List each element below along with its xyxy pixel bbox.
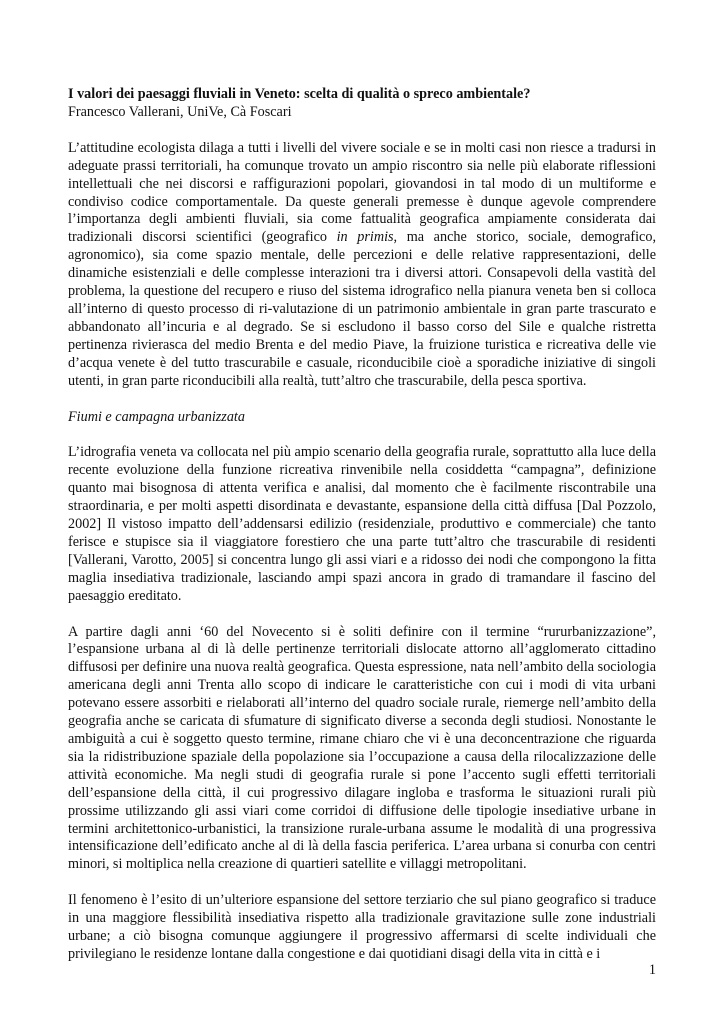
paragraph-introduction-italic: in primis	[336, 229, 394, 246]
paragraph-introduction-part-a: L’attitudine ecologista dilaga a tutti i livelli del vivere sociale e se in molti casi non riesce a tradursi in adeguate prassi territoriali, ha comunque trovato un ampio riscontro sia nelle più elaborate riflessioni intellettuali che nei discorsi e raffigurazioni popolari, giovandosi in tal modo di un multiforme e condiviso codice comportamentale. Da queste generali premesse è dunque agevole comprendere l’importanza degli ambienti fluviali, sia come fattualità geografica ampiamente considerata dai tradizionali discorsi scientifici (geografico	[68, 139, 656, 246]
paragraph-fenomeno: Il fenomeno è l’esito di un’ulteriore espansione del settore terziario che sul piano geografico si traduce in una maggiore flessibilità insediativa rispetto alla tradizionale gravitazione sulle zone industriali urbane; a ciò bisogna comunque aggiungere il progressivo affermarsi di scelte individuali che privilegiano le residenze lontane dalla congestione e dai quotidiani disagi della vita in città e i	[68, 892, 656, 962]
paragraph-introduction	[68, 140, 656, 391]
paragraph-rururbanizzazione: A partire dagli anni ‘60 del Novecento si è soliti definire con il termine “rururbanizzazione”, l’espansione urbana al di là delle pertinenze territoriali dislocate attorno all’agglomerato cittadino diffusosi per definire una nuova realtà geografica. Questa espressione, nata nell’ambito della sociologia americana degli anni Trenta allo scopo di indicare le caratteristiche con cui i modi di vita urbani potevano essere assorbiti e rielaborati all’interno del quadro sociale rurale, riemerge nell’ambito della geografia anche se caricata di sfumature di significato diverse a seconda degli studiosi. Nonostante le ambiguità a cui è soggetto questo termine, rimane chiaro che vi è una deconcentrazione che riguarda sia la ridistribuzione spaziale della popolazione sia l’occupazione a causa della rilocalizzazione delle attività economiche. Ma negli studi di geografia rurale si pone l’accento sugli effetti territoriali dell’espansione della città, il cui progressivo dilagare ingloba e trasforma le situazioni rurali più prossime utilizzando gli assi viari come corridoi di diffusione delle tipologie insediative urbane in termini architettonico-urbanistici, la transizione rurale-urbana assume le modalità di una progressiva intensificazione dell’edificato anche al di là della fascia periferica. L’area urbana si conurba con centri minori, si moltiplica nella creazione di quartieri satellite e villaggi metropolitani.	[68, 623, 656, 873]
paragraph-idrografia: L’idrografia veneta va collocata nel più ampio scenario della geografia rurale, soprattutto alla luce della recente evoluzione della funzione ricreativa rinvenibile nella cosiddetta “campagna”, definizione quanto mai bisognosa di attenta verifica e analisi, dal momento che è facilmente riscontrabile una straordinaria, e per molti aspetti disordinata e devastante, espansione della città diffusa [Dal Pozzolo, 2002] Il vistoso impatto dell’addensarsi edilizio (residenziale, produttivo e commerciale) che tanto ferisce e stupisce sia il viaggiatore forestiero che una parte tutt’altro che trascurabile di residenti [Vallerani, Varotto, 2005] si concentra lungo gli assi viari e a ridosso dei nodi che compongono la fitta maglia insediativa tradizionale, lasciando ampi spazi ancora in grado di tramandare il fascino del paesaggio ereditato.	[68, 444, 656, 604]
document-title: I valori dei paesaggi fluviali in Veneto: scelta di qualità o spreco ambientale?	[68, 86, 531, 102]
section-heading: Fiumi e campagna urbanizzata	[68, 408, 245, 425]
document-page	[68, 86, 656, 982]
document-author: Francesco Vallerani, UniVe, Cà Foscari	[68, 103, 292, 120]
page-number: 1	[648, 962, 656, 978]
paragraph-introduction-part-b: , ma anche storico, sociale, demografico, agronomico), sia come spazio mentale, delle percezioni e delle relative rappresentazioni, delle dinamiche esistenziali e delle complesse interazioni tra i diversi attori. Consapevoli della vastità del problema, la questione del recupero e riuso del sistema idrografico nella pianura veneta ben si colloca all’interno di questo processo di ri-valutazione di un patrimonio ambientale in gran parte trascurato e abbandonato all’incuria e al degrado. Se si escludono il basso corso del Sile e qualche ristretta pertinenza rivierasca del medio Brenta e del medio Piave, la fruizione turistica e ricreativa delle vie d’acqua venete è del tutto trascurabile e casuale, riconducibile cioè a sporadiche iniziative di singoli utenti, in gran parte riconducibili alla realtà, tutt’altro che trascurabile, della pesca sportiva.	[68, 229, 656, 389]
